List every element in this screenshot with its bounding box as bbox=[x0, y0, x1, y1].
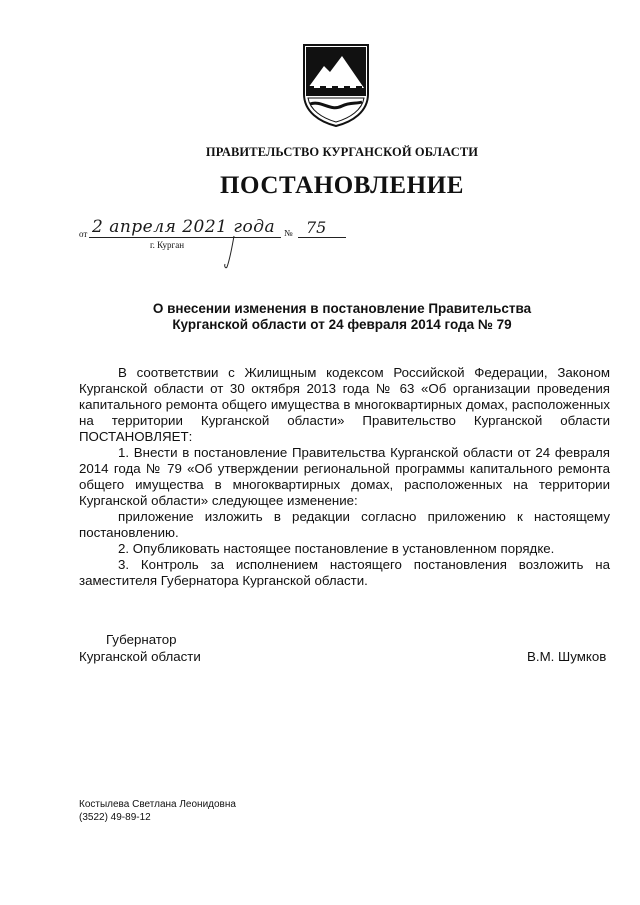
signer-name: В.М. Шумков bbox=[527, 649, 607, 664]
document-meta bbox=[0, 215, 640, 265]
handwritten-date: 2 апреля 2021 года bbox=[92, 217, 276, 237]
city-label: г. Курган bbox=[150, 240, 185, 250]
body-paragraph: В соответствии с Жилищным кодексом Российской Федерации, Законом Курганской области от 30 октября 2013 года № 63 «Об организации проведения капитального ремонта общего имущества в многоквартирных домах, расположенных на территории Курганской области» Правительство Курганской области ПОСТАНОВЛЯЕТ: bbox=[79, 365, 610, 444]
subject-line: О внесении изменения в постановление Правительства bbox=[152, 301, 532, 316]
number-prefix: № bbox=[284, 228, 293, 238]
subject-line: Курганской области от 24 февраля 2014 года № 79 bbox=[172, 317, 512, 332]
coat-of-arms-icon bbox=[300, 42, 372, 128]
signer-region: Курганской области bbox=[79, 649, 201, 664]
signer-position: Губернатор bbox=[106, 632, 177, 647]
executor-phone: (3522) 49-89-12 bbox=[79, 812, 151, 823]
body-paragraph: 2. Опубликовать настоящее постановление в установленном порядке. bbox=[118, 541, 555, 556]
handwriting-stroke-icon bbox=[222, 235, 238, 269]
date-underline bbox=[89, 237, 281, 238]
body-paragraph: 3. Контроль за исполнением настоящего постановления возложить на заместителя Губернатора Курганской области. bbox=[79, 557, 610, 588]
executor-name: Костылева Светлана Леонидовна bbox=[79, 799, 236, 810]
document-subject bbox=[0, 301, 640, 333]
date-prefix: от bbox=[79, 229, 88, 239]
number-underline bbox=[298, 237, 346, 238]
body-paragraph: 1. Внести в постановление Правительства Курганской области от 24 февраля 2014 года № 79 «Об утверждении региональной программы капитального ремонта общего имущества в многоквартирных домах, расположенных на территории Курганской области» следующее изменение: bbox=[79, 445, 610, 508]
body-paragraph: приложение изложить в редакции согласно приложению к настоящему постановлению. bbox=[79, 509, 610, 540]
government-name: ПРАВИТЕЛЬСТВО КУРГАНСКОЙ ОБЛАСТИ bbox=[205, 145, 479, 159]
document-body bbox=[79, 365, 610, 589]
handwritten-number: 75 bbox=[306, 218, 327, 237]
executor-contact bbox=[79, 798, 236, 824]
document-type-title: ПОСТАНОВЛЕНИЕ bbox=[219, 172, 465, 199]
signature-block bbox=[0, 632, 640, 672]
